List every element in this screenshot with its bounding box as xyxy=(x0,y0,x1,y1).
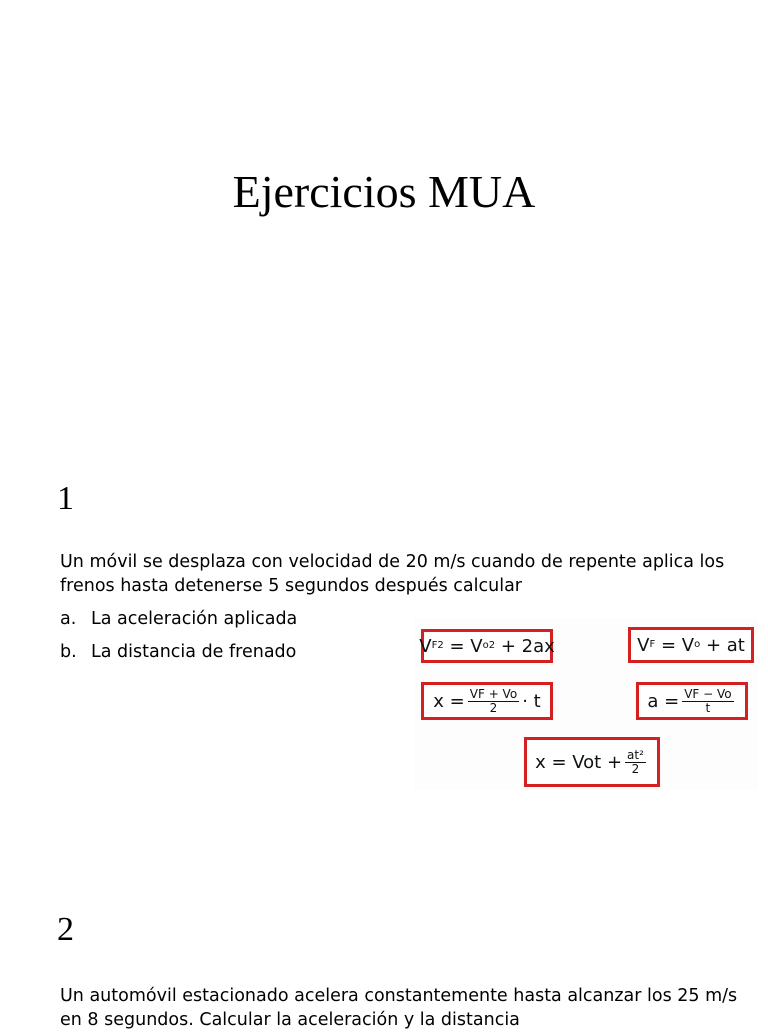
formula-final-velocity: V F = V o + at xyxy=(628,627,754,663)
list-marker: b. xyxy=(60,642,77,662)
formula-distance-average: x = $\frac{VF + Vo}{2}$ · t xyxy=(421,682,553,720)
page-title: Ejercicios MUA xyxy=(232,166,536,217)
list-item xyxy=(60,607,297,631)
list-item-text: La aceleración aplicada xyxy=(91,609,298,629)
formula-velocity-squared: V F 2 = V o 2 + 2ax xyxy=(421,629,553,663)
list-item xyxy=(60,640,297,664)
list-marker: a. xyxy=(60,609,77,629)
formula-distance: x = Vot + $\frac{\text{at²}}{2}$ xyxy=(524,737,660,787)
formula-image xyxy=(414,618,758,790)
formula-acceleration: a = $\frac{VF - Vo}{t}$ xyxy=(636,682,748,720)
exercise-1-statement: Un móvil se desplaza con velocidad de 20 m/s cuando de repente aplica los frenos hasta detenerse 5 segundos después calcular xyxy=(60,552,725,596)
exercise-1-parts xyxy=(60,607,297,673)
exercise-2-statement: Un automóvil estacionado acelera constantemente hasta alcanzar los 25 m/s en 8 segundos. Calcular la aceleración y la distancia xyxy=(60,986,738,1030)
exercise-number-2: 2 xyxy=(57,911,74,948)
exercise-number-1: 1 xyxy=(57,480,74,517)
list-item-text: La distancia de frenado xyxy=(91,642,297,662)
